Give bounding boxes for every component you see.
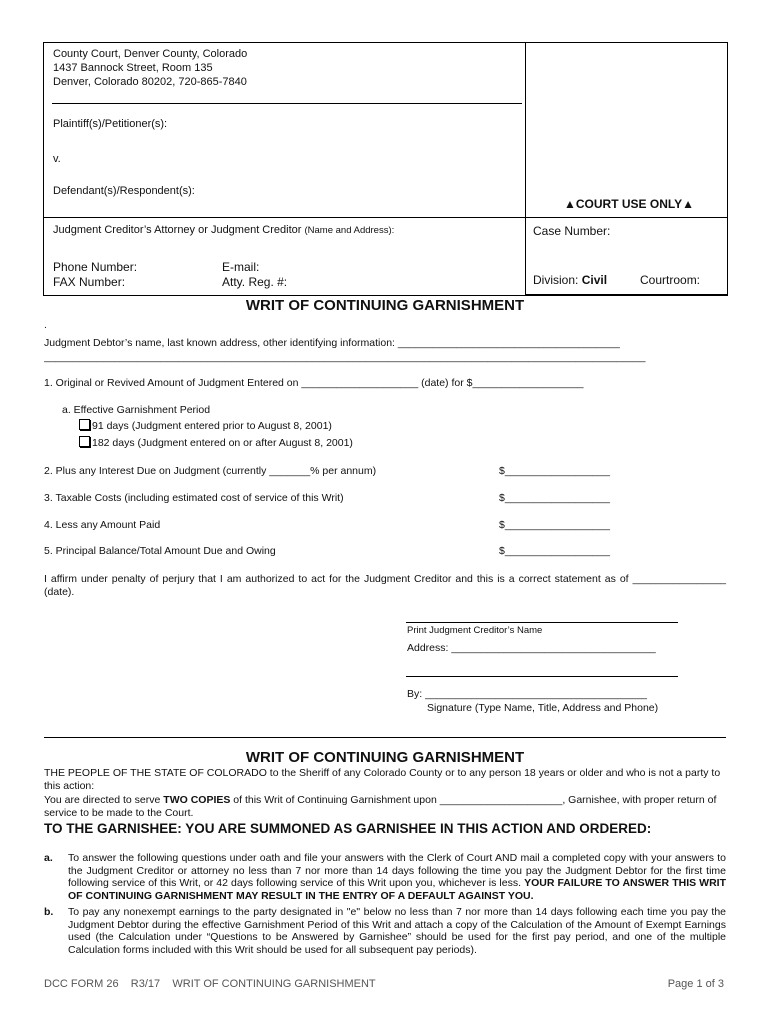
caption-divider-horizontal [44,217,728,218]
court-use-only: ▲COURT USE ONLY▲ [564,197,694,211]
print-name-label: Print Judgment Creditor’s Name [407,625,543,636]
option-91-days[interactable] [79,419,332,432]
item-a-label: a. [44,852,53,864]
item-b-label: b. [44,906,54,918]
by-field[interactable]: By: ______________________________________ [407,688,647,700]
case-number-label: Case Number: [533,224,611,238]
item-a-text [68,852,726,902]
address-line2[interactable] [406,676,678,677]
fax-label: FAX Number: [53,275,126,289]
option-91-label: 91 days (Judgment entered prior to August 8, 2001) [92,420,332,432]
item5-amount[interactable]: $__________________ [499,545,610,557]
division-label: Division: [533,273,579,287]
print-name-line[interactable] [406,622,678,623]
item-a-warning: YOUR FAILURE TO ANSWER THIS WRIT OF CONTINUING GARNISHMENT MAY RESULT IN THE ENTRY OF A DEFAULT AGAINST YOU. [68,877,726,902]
directed-post: of this Writ of Continuing Garnishment upon _____________________, Garnishee, with proper return of service to be made to the Court. [44,794,717,819]
item3-amount[interactable]: $__________________ [499,492,610,504]
footer-form-id: DCC FORM 26 R3/17 WRIT OF CONTINUING GARNISHMENT [44,978,376,990]
footer-page-number: Page 1 of 3 [667,978,724,990]
item4-amount[interactable]: $__________________ [499,519,610,531]
option-182-label: 182 days (Judgment entered on or after August 8, 2001) [92,437,353,449]
caption-box [43,42,728,296]
caption-divider-right-bottom [525,294,728,295]
court-info [53,47,247,89]
attorney-label-text: Judgment Creditor’s Attorney or Judgment Creditor [53,224,302,236]
caption-divider-vertical [525,43,526,296]
section1-title: WRIT OF CONTINUING GARNISHMENT [245,297,525,314]
directed-bold: TWO COPIES [163,794,231,806]
attorney-label [53,224,394,236]
item4-paid: 4. Less any Amount Paid [44,519,161,531]
email-label: E-mail: [222,260,260,274]
section2-title: WRIT OF CONTINUING GARNISHMENT [245,749,525,766]
division-value: Civil [581,273,608,287]
option-182-days[interactable] [79,436,353,449]
directed-pre: You are directed to serve [44,794,164,806]
item2-amount[interactable]: $__________________ [499,465,610,477]
debtor-info-line: Judgment Debtor’s name, last known address, other identifying information: ______________________________________ [44,337,620,349]
item1a-period: a. Effective Garnishment Period [62,404,211,416]
court-address-line1: 1437 Bannock Street, Room 135 [53,62,213,74]
plaintiff-label: Plaintiff(s)/Petitioner(s): [53,118,168,130]
item1-original-amount: 1. Original or Revived Amount of Judgment Entered on ____________________ (date) for $___________________ [44,377,584,389]
item3-costs: 3. Taxable Costs (including estimated cost of service of this Writ) [44,492,344,504]
summoned-heading: TO THE GARNISHEE: YOU ARE SUMMONED AS GARNISHEE IN THIS ACTION AND ORDERED: [44,821,652,836]
item-b-text: To pay any nonexempt earnings to the party designated in "e" below no less than 7 nor more than 14 days following each time you pay the Judgment Debtor during the effective Garnishment Period of this Writ and attach a copy of the Calculation of the Amount of Exempt Earnings used (the Calculation under “Questions to be Answered by Garnishee” should be used for the first pay period, and one of the multiple Calculation forms included with this Writ should be used for all subsequent pay periods). [68,906,726,956]
atty-reg-label: Atty. Reg. #: [222,275,288,289]
item-a-body: To answer the following questions under oath and file your answers with the Clerk of Court AND mail a completed copy with your answers to the Judgment Creditor or attorney no less than 7 nor more than 14 days following the time you pay the Judgment Debtor for the first time following service of this Writ, or 42 days following service of this Writ upon you, whichever is less. [68,852,726,889]
court-address-line2: Denver, Colorado 80202, 720-865-7840 [53,76,247,88]
people-text: THE PEOPLE OF THE STATE OF COLORADO to the Sheriff of any Colorado County or to any person 18 years or older and who is not a party to this action: [44,767,721,792]
checkbox-91-days[interactable] [79,419,90,430]
courtroom-label: Courtroom: [640,273,701,287]
directed-text [44,794,728,819]
defendant-label: Defendant(s)/Respondent(s): [53,185,195,197]
item2-interest: 2. Plus any Interest Due on Judgment (currently _______% per annum) [44,465,377,477]
affirm-statement: I affirm under penalty of perjury that I am authorized to act for the Judgment Creditor and this is a correct statement as of ________________ (date). [44,573,726,598]
item5-balance: 5. Principal Balance/Total Amount Due and Owing [44,545,276,557]
checkbox-182-days[interactable] [79,436,90,447]
court-info-rule [52,103,522,104]
section-divider [44,737,726,738]
signature-label: Signature (Type Name, Title, Address and Phone) [427,702,659,714]
versus-label: v. [53,153,61,165]
section1-dot: . [44,319,47,331]
debtor-info-line2: _______________________________________________________________________________________________________ [44,351,646,363]
court-name: County Court, Denver County, Colorado [53,48,248,60]
phone-label: Phone Number: [53,260,138,274]
attorney-label-sub: (Name and Address): [304,225,395,236]
address-field[interactable]: Address: ___________________________________ [407,642,656,654]
division-field [533,273,607,287]
